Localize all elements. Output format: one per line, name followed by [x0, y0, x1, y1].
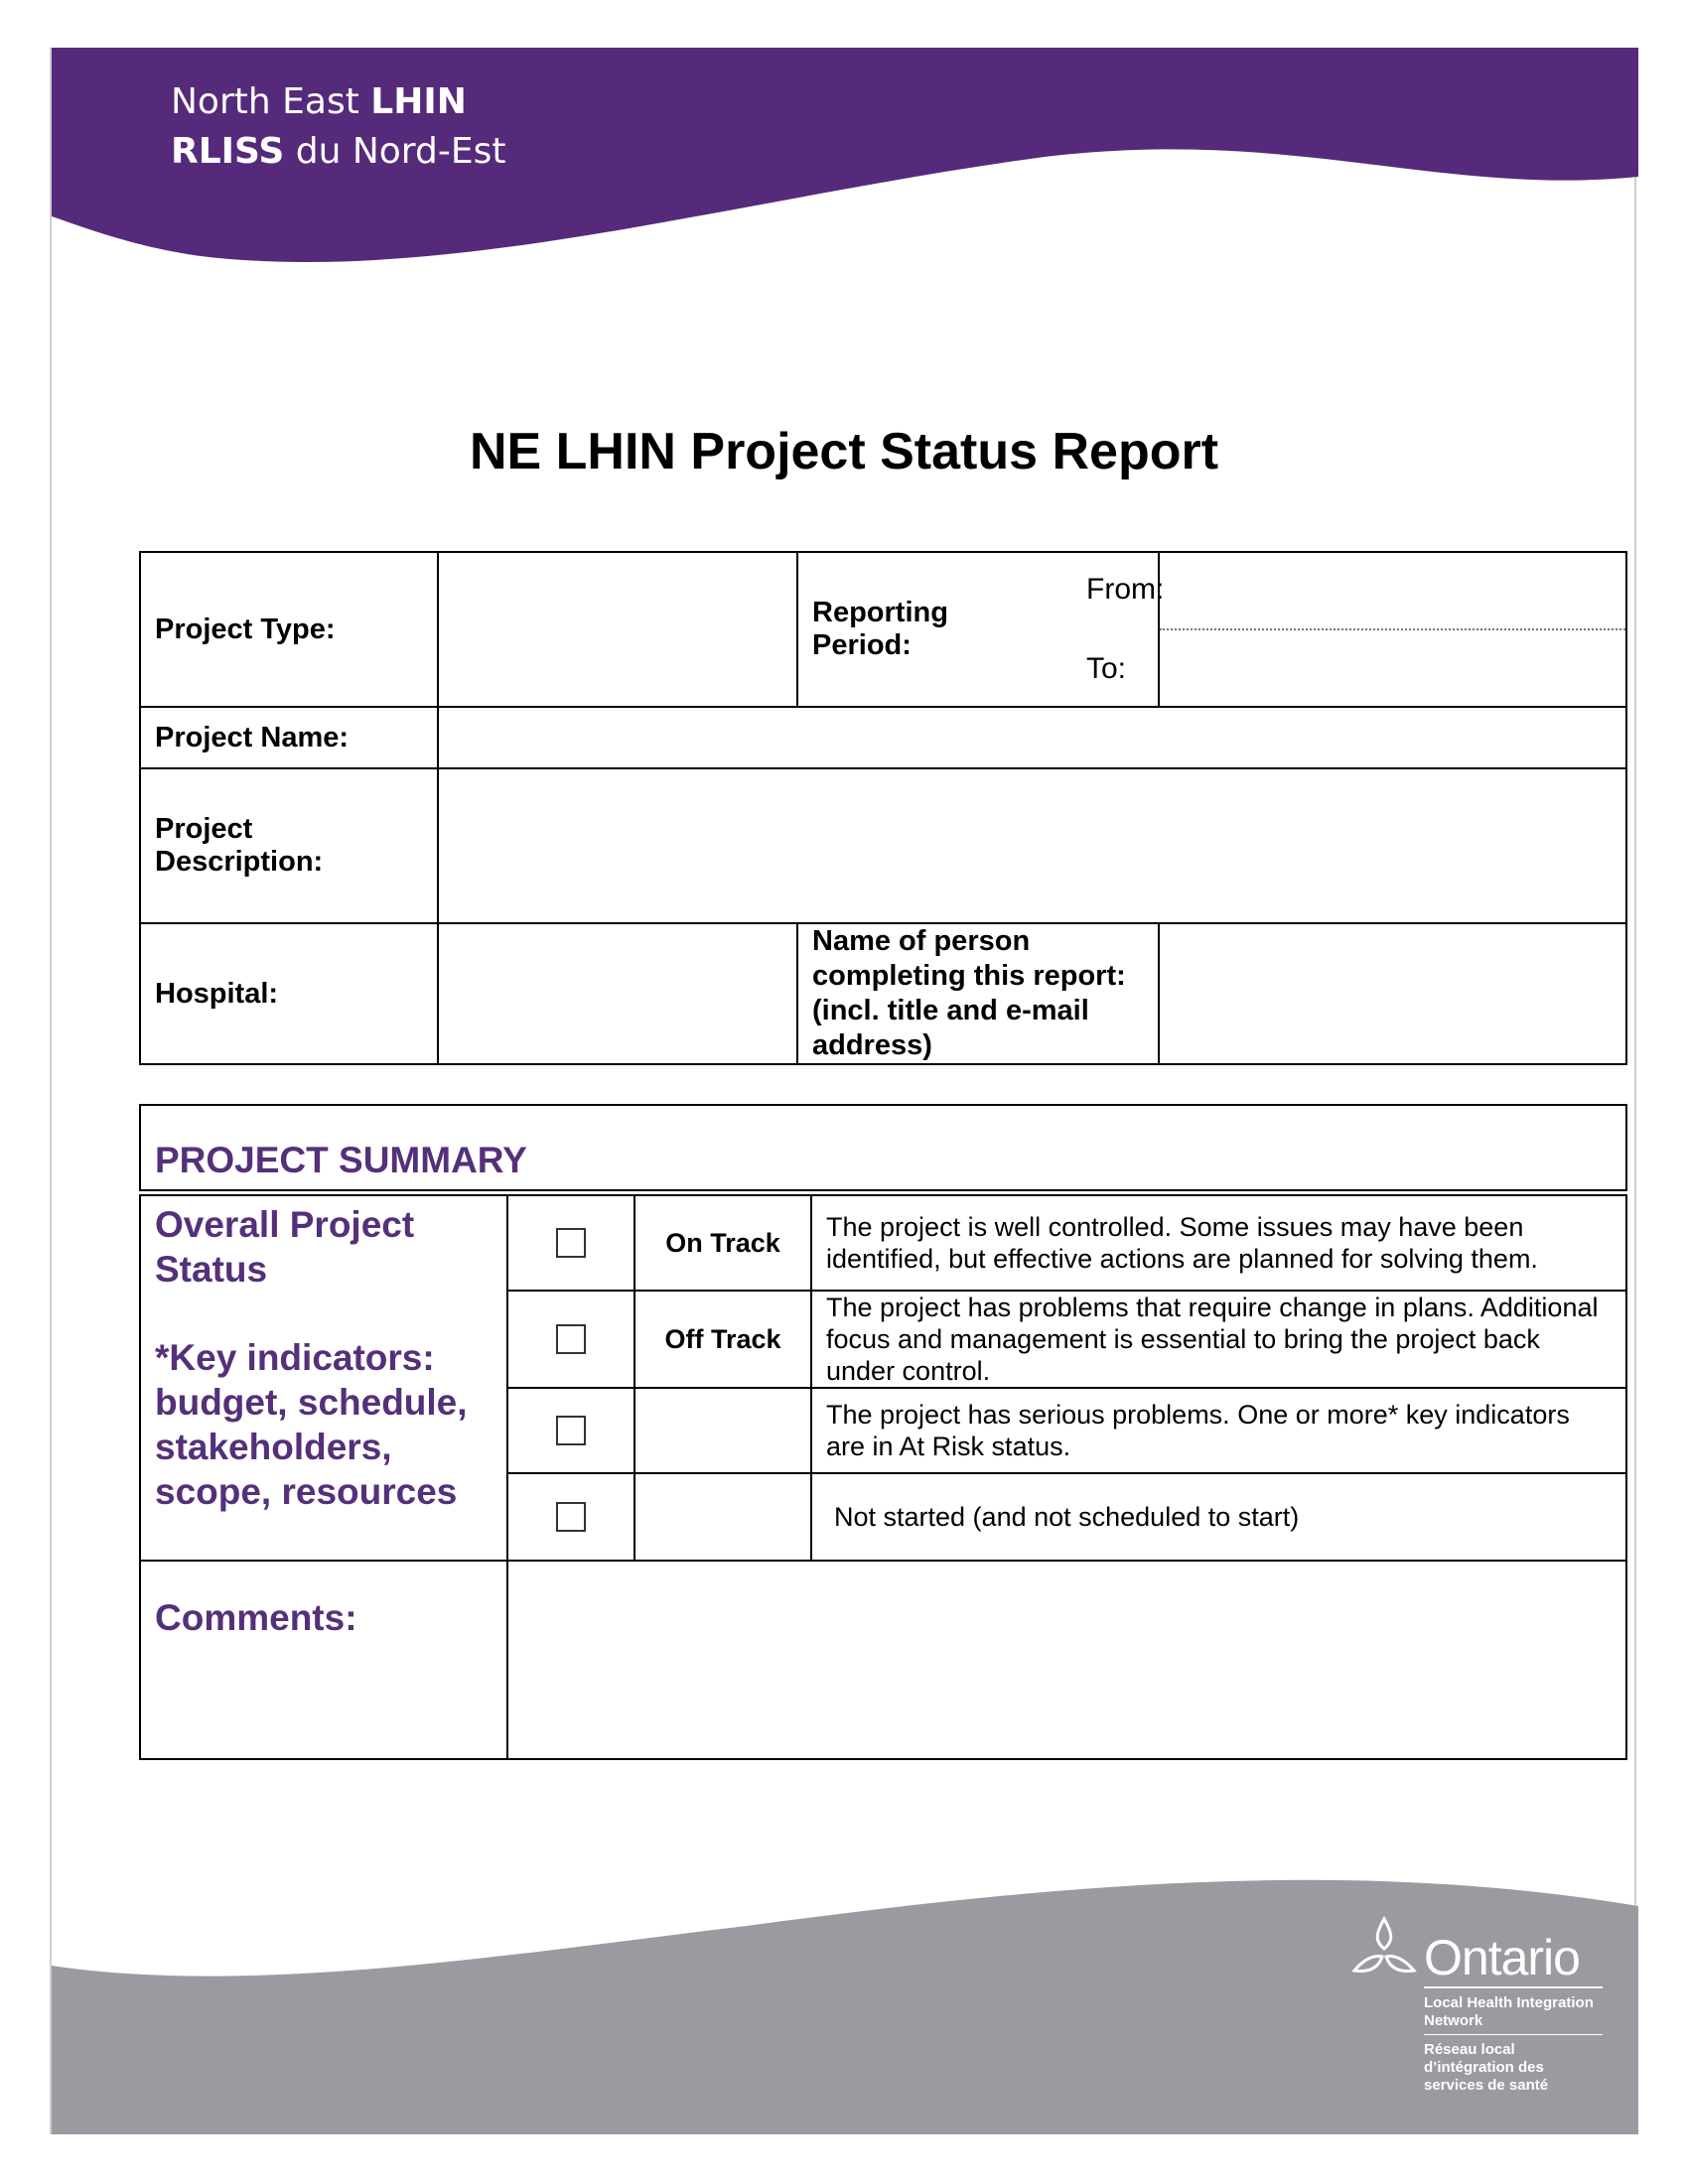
ontario-logo — [1344, 1931, 1603, 2095]
logo-text: North East — [171, 81, 371, 122]
on-track-checkbox[interactable] — [556, 1228, 586, 1258]
person-field[interactable] — [1159, 923, 1626, 1064]
project-description-label: Project Description: — [140, 768, 438, 923]
comments-field[interactable] — [507, 1561, 1626, 1759]
status-checkbox-cell — [507, 1291, 634, 1388]
ontario-subtitle-fr: Réseau local d’intégration des services de santé — [1424, 2041, 1549, 2094]
status-description: The project has problems that require change in plans. Additional focus and management is essential to bring the project back under control. — [811, 1291, 1626, 1388]
project-name-label: Project Name: — [140, 707, 438, 768]
project-summary-header — [139, 1104, 1627, 1191]
status-checkbox-cell — [507, 1473, 634, 1561]
from-date-field[interactable] — [1160, 553, 1625, 630]
ontario-subtitle-en: Local Health Integration Network — [1424, 1994, 1594, 2029]
wordmark-rule — [1424, 1986, 1603, 1988]
page-title: NE LHIN Project Status Report — [469, 423, 1219, 480]
to-label: To: — [1086, 652, 1127, 685]
project-info-table — [139, 551, 1627, 1065]
person-label: Name of person completing this report: (incl. title and e-mail address) — [797, 923, 1159, 1064]
status-state — [634, 1388, 811, 1473]
document-page — [50, 48, 1636, 2134]
overall-status-label: Overall Project Status — [155, 1204, 415, 1290]
wordmark-rule — [1424, 2034, 1603, 2035]
status-state: Off Track — [634, 1291, 811, 1388]
comments-label: Comments: — [140, 1561, 507, 1759]
lhin-logo — [171, 77, 505, 177]
project-summary-heading: PROJECT SUMMARY — [155, 1140, 527, 1180]
ontario-wordmark: Ontario — [1424, 1930, 1580, 1985]
status-description: Not started (and not scheduled to start) — [811, 1473, 1626, 1561]
to-date-field[interactable] — [1160, 630, 1625, 706]
status-description: The project is well controlled. Some issues may have been identified, but effective actions are planned for solving them. — [811, 1195, 1626, 1291]
logo-text: du Nord-Est — [284, 131, 506, 172]
not-started-checkbox[interactable] — [556, 1502, 586, 1532]
trillium-icon — [1344, 1911, 1424, 1990]
project-type-field[interactable] — [438, 552, 797, 707]
off-track-checkbox[interactable] — [556, 1324, 586, 1354]
status-label-cell — [140, 1195, 507, 1561]
project-description-field[interactable] — [438, 768, 1626, 923]
hospital-field[interactable] — [438, 923, 797, 1064]
reporting-period-cell — [797, 552, 1165, 707]
status-state — [634, 1473, 811, 1561]
status-checkbox-cell — [507, 1195, 634, 1291]
reporting-period-label: Reporting Period: — [812, 597, 948, 661]
project-type-label: Project Type: — [140, 552, 438, 707]
header-band — [52, 48, 1638, 286]
status-description: The project has serious problems. One or more* key indicators are in At Risk status. — [811, 1388, 1626, 1473]
logo-text: LHIN — [370, 81, 467, 122]
key-indicators-label: *Key indicators: budget, schedule, stakeholders, scope, resources — [155, 1337, 468, 1512]
reporting-period-fields — [1159, 552, 1626, 707]
status-table — [139, 1194, 1627, 1760]
status-checkbox-cell — [507, 1388, 634, 1473]
from-label: From: — [1086, 573, 1165, 606]
logo-text: RLISS — [171, 131, 285, 172]
at-risk-checkbox[interactable] — [556, 1416, 586, 1445]
status-state: On Track — [634, 1195, 811, 1291]
project-name-field[interactable] — [438, 707, 1626, 768]
footer-band — [52, 1876, 1638, 2134]
hospital-label: Hospital: — [140, 923, 438, 1064]
